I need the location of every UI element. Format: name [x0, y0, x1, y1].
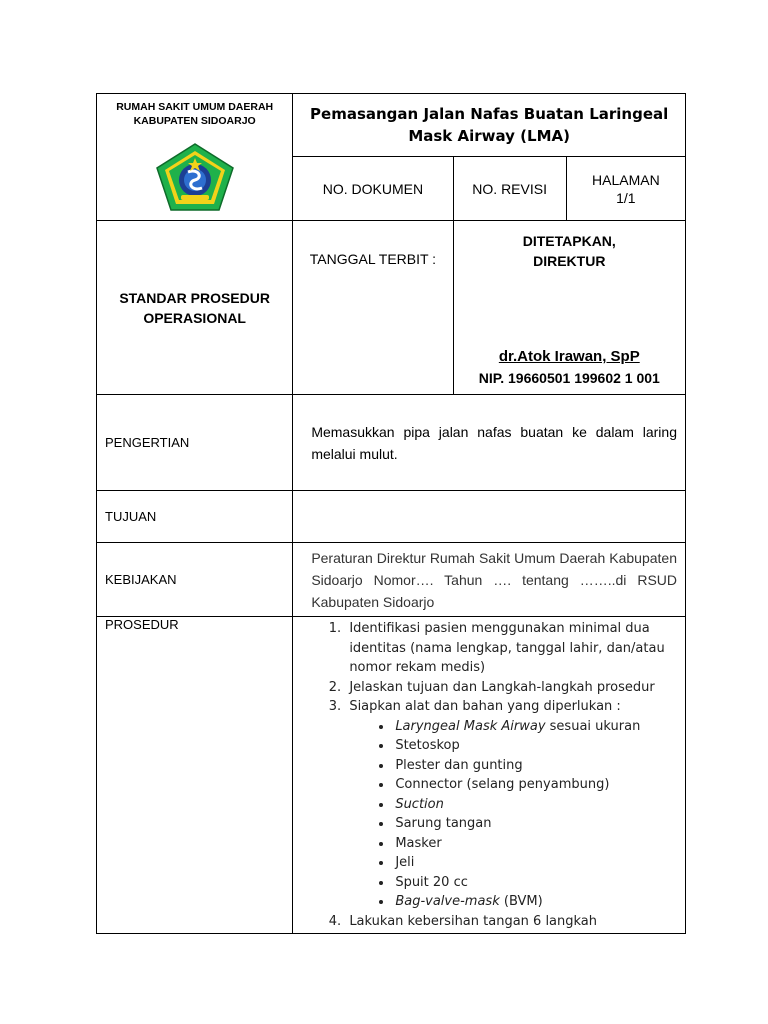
equipment-item: • Spuit 20 cc	[393, 873, 679, 893]
tujuan-text	[293, 491, 686, 543]
halaman-value: 1/1	[616, 189, 636, 206]
halaman-cell	[566, 157, 685, 221]
halaman-label: HALAMAN	[592, 171, 660, 188]
sop-document-table	[96, 93, 686, 934]
no-dokumen-label: NO. DOKUMEN	[293, 157, 453, 221]
hospital-name-line1: RUMAH SAKIT UMUM DAERAH	[116, 101, 274, 113]
equipment-item: • Sarung tangan	[393, 814, 679, 834]
sop-title-line1: STANDAR PROSEDUR	[119, 289, 270, 306]
equipment-item-italic: Laryngeal Mask Airway	[395, 718, 546, 734]
hospital-header-cell	[97, 94, 293, 221]
kebijakan-label: KEBIJAKAN	[97, 543, 293, 617]
equipment-item	[393, 717, 679, 737]
director-name: dr.Atok Irawan, SpP	[498, 348, 640, 365]
tujuan-label: TUJUAN	[97, 491, 293, 543]
equipment-item: • Suction	[393, 795, 679, 815]
sop-title-cell	[97, 221, 293, 395]
signature-cell	[453, 221, 685, 395]
document-title: Pemasangan Jalan Nafas Buatan Laringeal Mask Airway (LMA)	[293, 94, 686, 157]
ditetapkan-line1: DITETAPKAN,	[522, 233, 616, 249]
pengertian-label: PENGERTIAN	[97, 395, 293, 491]
prosedur-label: PROSEDUR	[97, 617, 293, 934]
tanggal-terbit-label: TANGGAL TERBIT :	[293, 221, 453, 395]
prosedur-steps	[293, 619, 679, 931]
ditetapkan-line2: DIREKTUR	[533, 253, 606, 269]
equipment-item-text: sesuai ukuran	[545, 718, 641, 734]
equipment-item	[393, 892, 679, 912]
ditetapkan-label	[454, 231, 685, 271]
equipment-item: • Jeli	[393, 853, 679, 873]
prosedur-step: 2. Jelaskan tujuan dan Langkah-langkah prosedur	[345, 678, 679, 698]
prosedur-step: 4. Lakukan kebersihan tangan 6 langkah	[345, 912, 679, 932]
equipment-item: • Connector (selang penyambung)	[393, 775, 679, 795]
kebijakan-text: Peraturan Direktur Rumah Sakit Umum Daerah Kabupaten Sidoarjo Nomor…. Tahun …. tentang ……..di RSUD Kabupaten Sidoarjo	[293, 543, 686, 617]
prosedur-step: 1. Identifikasi pasien menggunakan minimal dua identitas (nama lengkap, tanggal lahir, dan/atau nomor rekam medis)	[345, 619, 679, 678]
sop-title-line2: OPERASIONAL	[143, 309, 246, 326]
pengertian-text: Memasukkan pipa jalan nafas buatan ke dalam laring melalui mulut.	[293, 395, 686, 491]
equipment-item: • Stetoskop	[393, 736, 679, 756]
prosedur-step	[345, 697, 679, 912]
sidoarjo-emblem-icon	[155, 142, 235, 212]
prosedur-step-text: Siapkan alat dan bahan yang diperlukan :	[349, 699, 621, 714]
director-nip: NIP. 19660501 199602 1 001	[478, 370, 660, 386]
equipment-item: • Plester dan gunting	[393, 756, 679, 776]
equipment-item: • Masker	[393, 834, 679, 854]
equipment-list	[349, 717, 679, 912]
hospital-name-line2: KABUPATEN SIDOARJO	[133, 115, 256, 127]
prosedur-content	[293, 617, 686, 934]
no-revisi-label: NO. REVISI	[453, 157, 566, 221]
equipment-item-italic: Bag-valve-mask	[395, 894, 500, 909]
equipment-item-text: (BVM)	[499, 894, 543, 909]
